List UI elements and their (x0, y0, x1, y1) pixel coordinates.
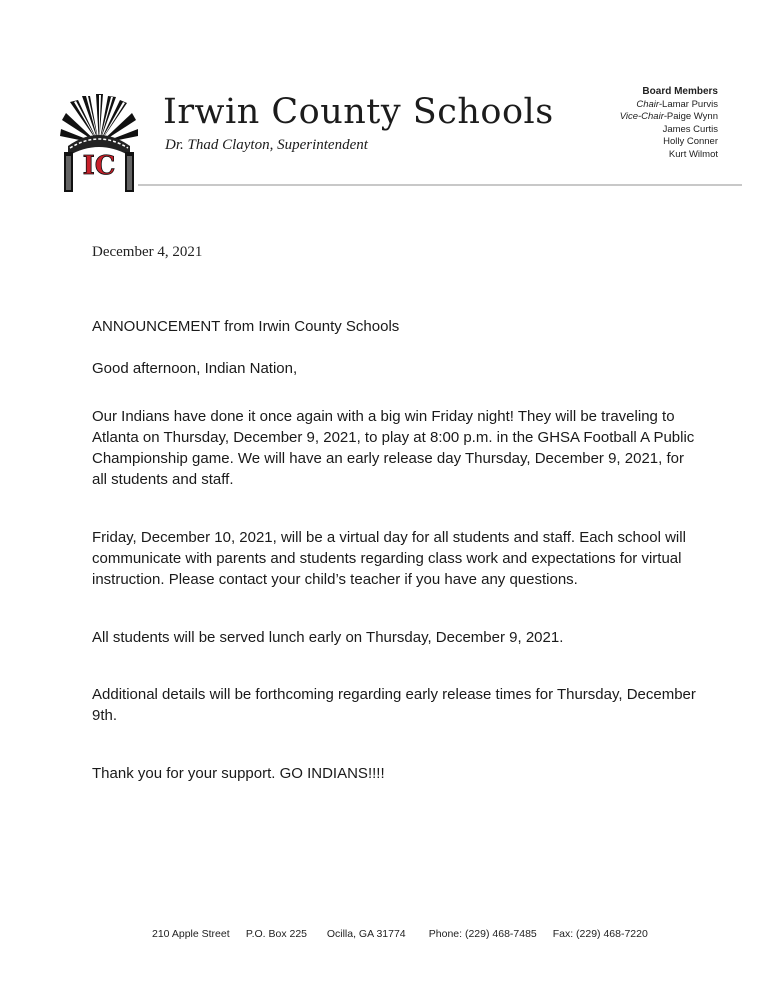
paragraph-championship: Our Indians have done it once again with a big win Friday night! They will be traveling to Atlanta on Thursday, December 9, 2021, to play at 8:00 p.m. in the GHSA Football A Public Championship game. We will have an early release day Thursday, December 9, 2021, for all students and staff. (92, 408, 695, 488)
header-divider (138, 184, 742, 186)
headdress-logo (60, 94, 138, 194)
board-member (518, 111, 718, 124)
board-members (518, 86, 718, 162)
footer-po-box: P.O. Box 225 (245, 928, 308, 940)
board-member (518, 136, 718, 149)
footer-address (152, 928, 648, 940)
board-title: Board Members (642, 86, 718, 97)
footer-fax: Fax: (229) 468-7220 (552, 928, 648, 940)
superintendent-line: Dr. Thad Clayton, Superintendent (165, 137, 368, 153)
board-member (518, 149, 718, 162)
paragraph-early-release: Additional details will be forthcoming regarding early release times for Thursday, December 9th. (92, 686, 696, 724)
letter-date: December 4, 2021 (92, 244, 203, 260)
greeting: Good afternoon, Indian Nation, (92, 360, 298, 377)
board-name: Lamar Purvis (662, 98, 718, 110)
board-name: James Curtis (662, 123, 718, 135)
paragraph-lunch: All students will be served lunch early on Thursday, December 9, 2021. (92, 629, 564, 646)
closing: Thank you for your support. GO INDIANS!!!! (92, 765, 385, 782)
footer-street: 210 Apple Street (152, 928, 230, 940)
announcement-heading: ANNOUNCEMENT from Irwin County Schools (92, 318, 400, 335)
logo-monogram: IC (82, 151, 116, 181)
board-member (518, 124, 718, 137)
org-name: Irwin County Schools (163, 92, 554, 132)
board-role: Vice-Chair- (619, 111, 667, 123)
board-name: Kurt Wilmot (668, 148, 718, 160)
board-role: Chair- (636, 98, 663, 110)
footer-city: Ocilla, GA 31774 (326, 928, 406, 940)
paragraph-virtual-day: Friday, December 10, 2021, will be a virtual day for all students and staff. Each school will communicate with parents and students regarding class work and expectations for virtual instruction. Please contact your child’s teacher if you have any questions. (92, 529, 686, 588)
board-name: Paige Wynn (666, 111, 718, 123)
board-member (518, 99, 718, 112)
footer-phone: Phone: (229) 468-7485 (428, 928, 537, 940)
board-name: Holly Conner (663, 136, 718, 148)
